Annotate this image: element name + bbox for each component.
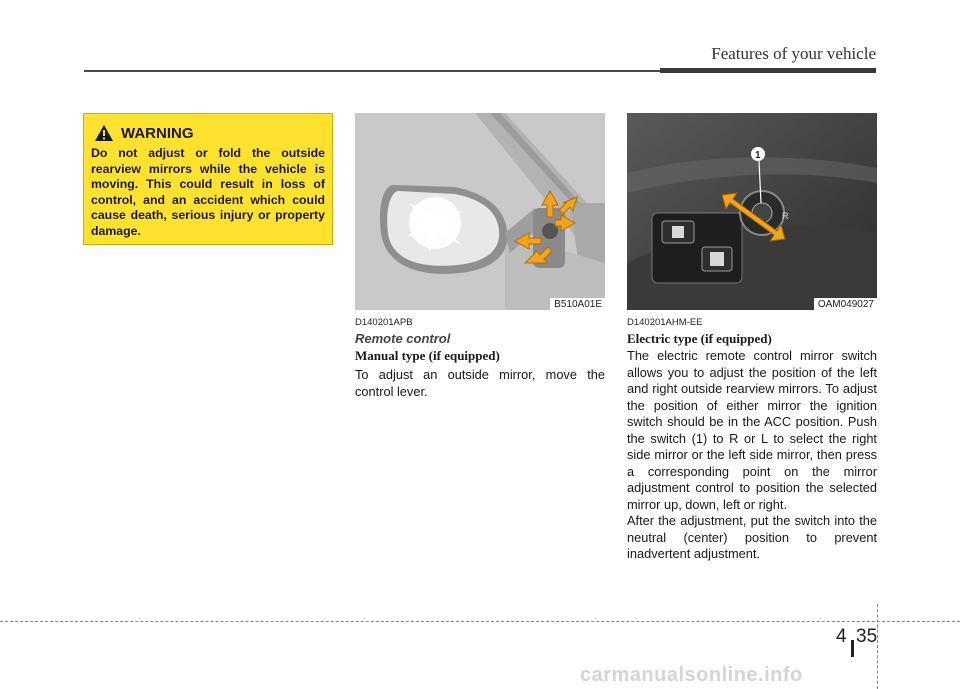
page-number: 35 <box>856 626 878 647</box>
figure-code: B510A01E <box>550 298 605 310</box>
figure-side-mirror <box>355 113 605 310</box>
page-number-divider <box>851 640 854 657</box>
chapter-number: 4 <box>836 626 847 647</box>
warning-title: WARNING <box>121 124 194 142</box>
side-mirror-illustration <box>355 113 605 310</box>
heading-electric-type: Electric type (if equipped) <box>627 331 772 346</box>
doc-code-electric: D140201AHM-EE <box>627 317 703 328</box>
header-rule-accent <box>660 68 876 73</box>
paragraph-electric-2: After the adjustment, put the switch into the neutral (center) position to prevent inadvertent adjustment. <box>627 513 877 561</box>
footer-rule <box>0 621 960 622</box>
doc-code-remote: D140201APB <box>355 317 413 328</box>
mirror-switch-photo <box>627 113 877 310</box>
figure-code: OAM049027 <box>814 298 877 310</box>
figure-mirror-switch <box>627 113 877 310</box>
section-title: Features of your vehicle <box>711 44 876 63</box>
callout-number: 1 <box>755 150 761 161</box>
warning-box <box>83 113 333 245</box>
warning-text: Do not adjust or fold the outside rearview mirrors while the vehicle is moving. This could result in loss of control, and an accident which could cause death, serious injury or property damage. <box>91 146 325 238</box>
watermark: carmanualsonline.info <box>580 664 803 686</box>
paragraph-remote: To adjust an outside mirror, move the control lever. <box>355 367 605 399</box>
warning-header <box>94 122 194 144</box>
svg-text:R: R <box>782 211 789 221</box>
warning-triangle-icon <box>94 124 114 142</box>
subheading-manual-type: Manual type (if equipped) <box>355 348 500 363</box>
heading-remote-control: Remote control <box>355 331 451 346</box>
paragraph-electric-1: The electric remote control mirror switch allows you to adjust the position of the left and right outside rearview mirrors. To adjust the position of either mirror the ignition switch should be in the ACC position. Push the switch (1) to R or L to select the right side mirror or the left side mirror, then press a corresponding point on the mirror adjustment control to position the selected mirror up, down, left or right. <box>627 348 877 512</box>
